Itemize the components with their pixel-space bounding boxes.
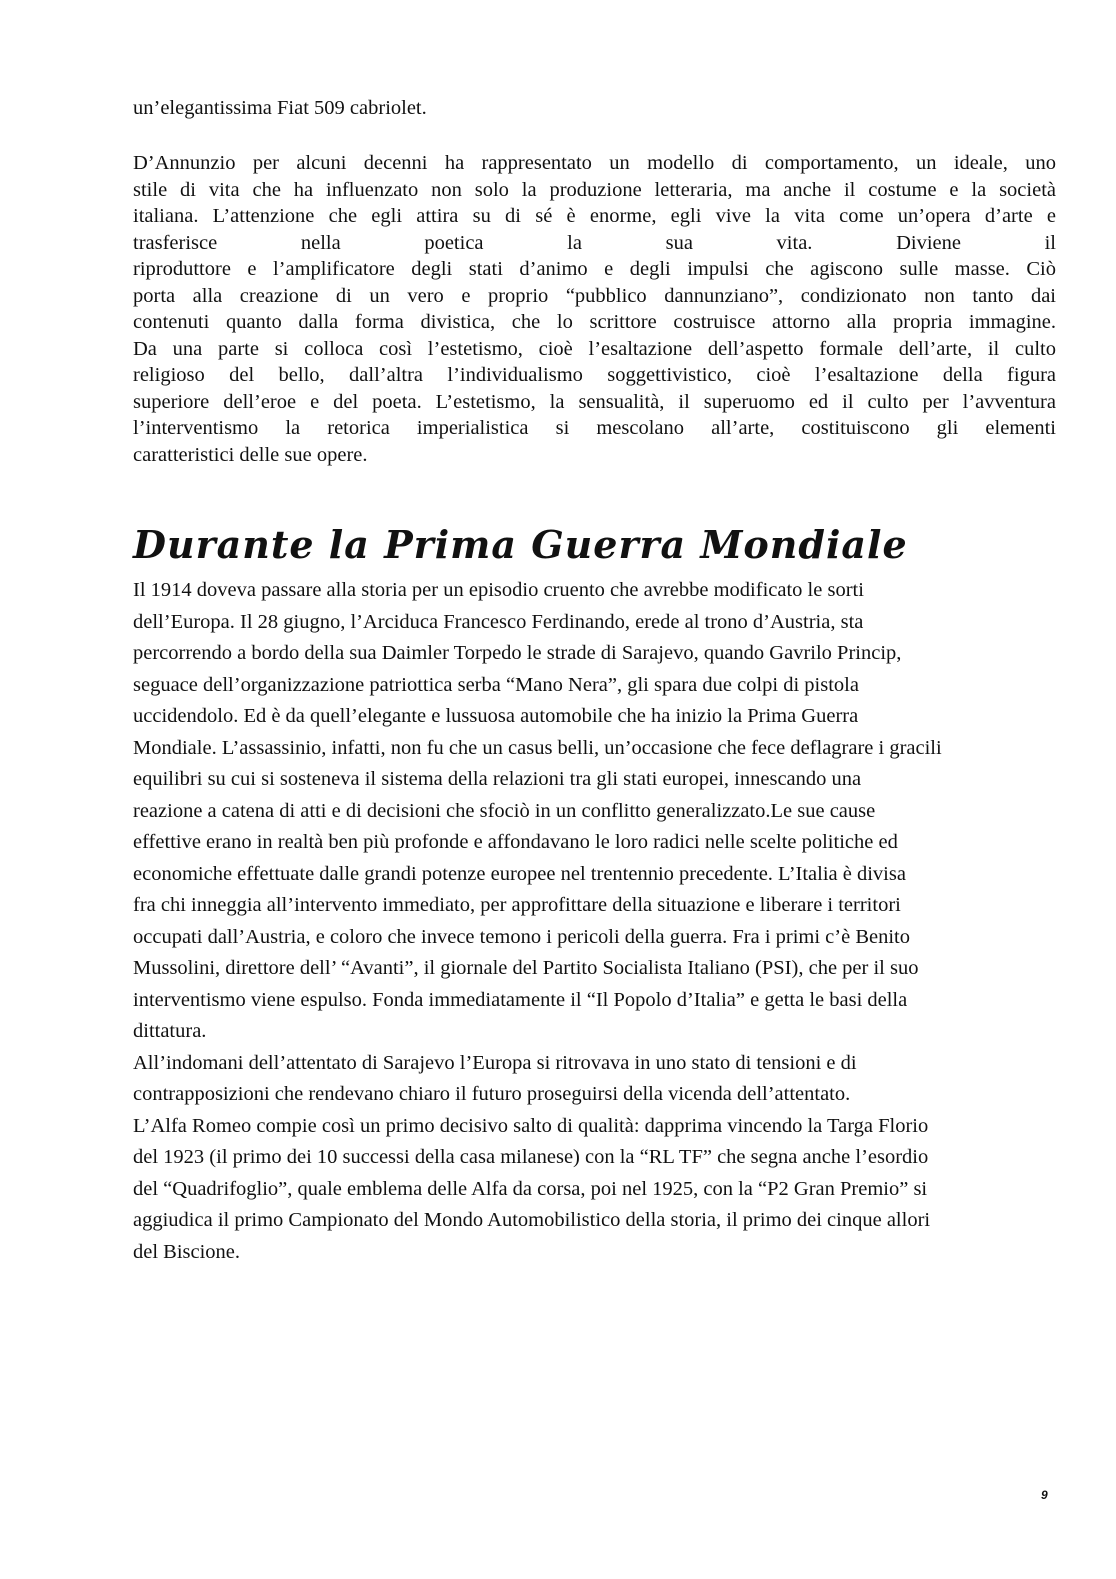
text-line: contenuti quanto dalla forma divistica, che lo scrittore costruisce attorno alla propria immagine. (133, 311, 1056, 333)
text-line: D’Annunzio per alcuni decenni ha rappresentato un modello di comportamento, un ideale, uno (133, 152, 1056, 174)
text-line: riproduttore e l’amplificatore degli stati d’animo e degli impulsi che agiscono sulle masse. Ciò (133, 258, 1056, 280)
text-line: superiore dell’eroe e del poeta. L’estetismo, la sensualità, il superuomo ed il culto per l’avventura (133, 390, 1056, 413)
text-line: del Biscione. (133, 1240, 241, 1263)
text-line: uccidendolo. Ed è da quell’elegante e lussuosa automobile che ha inizio la Prima Guerra (133, 705, 859, 727)
text-line: caratteristici delle sue opere. (133, 443, 368, 466)
text-line: del 1923 (il primo dei 10 successi della casa milanese) con la “RL TF” che segna anche l’esordio (133, 1146, 929, 1168)
text-line: All’indomani dell’attentato di Sarajevo l’Europa si ritrovava in uno stato di tensioni e di (133, 1051, 857, 1074)
text-line: equilibri su cui si sosteneva il sistema della relazioni tra gli stati europei, innescando una (133, 768, 862, 790)
top-line (133, 95, 1056, 122)
text-line: fra chi inneggia all’intervento immediato, per approfittare della situazione e liberare i territori (133, 894, 901, 916)
text-line: Mondiale. L’assassinio, infatti, non fu che un casus belli, un’occasione che fece deflagrare i gracili (133, 736, 942, 759)
text-line: percorrendo a bordo della sua Daimler Torpedo le strade di Sarajevo, quando Gavrilo Princip, (133, 642, 902, 664)
text-line: seguace dell’organizzazione patriottica serba “Mano Nera”, gli spara due colpi di pistola (133, 673, 859, 696)
text-line: interventismo viene espulso. Fonda immediatamente il “Il Popolo d’Italia” e getta le basi della (133, 988, 908, 1011)
text-line: trasferisce nella poetica la sua vita. Diviene il (133, 231, 1056, 254)
text-line: L’Alfa Romeo compie così un primo decisivo salto di qualità: dapprima vincendo la Targa Florio (133, 1114, 929, 1137)
text-line: religioso del bello, dall’altra l’individualismo soggettivistico, cioè l’esaltazione della figura (133, 364, 1056, 386)
text-line: Mussolini, direttore dell’ “Avanti”, il giornale del Partito Socialista Italiano (PSI), che per il suo (133, 957, 919, 979)
text-line: italiana. L’attenzione che egli attira su di sé è enorme, egli vive la vita come un’opera d’arte e (133, 205, 1056, 227)
text-line: dittatura. (133, 1020, 207, 1042)
text-line: l’interventismo la retorica imperialistica si mescolano all’arte, costituiscono gli elementi (133, 417, 1056, 439)
text-line: contrapposizioni che rendevano chiaro il futuro proseguirsi della vicenda dell’attentato. (133, 1083, 851, 1105)
text-line: economiche effettuate dalle grandi potenze europee nel trentennio precedente. L’Italia è divisa (133, 862, 906, 885)
text-line: del “Quadrifoglio”, quale emblema delle Alfa da corsa, poi nel 1925, con la “P2 Gran Premio” si (133, 1177, 928, 1200)
text-line: aggiudica il primo Campionato del Mondo Automobilistico della storia, il primo dei cinque allori (133, 1209, 931, 1231)
section-heading: Durante la Prima Guerra Mondiale (133, 522, 908, 567)
text-line: effettive erano in realtà ben più profonde e affondavano le loro radici nelle scelte politiche ed (133, 831, 898, 853)
paragraph-prima-guerra (133, 575, 1063, 1268)
text-line: dell’Europa. Il 28 giugno, l’Arciduca Francesco Ferdinando, erede al trono d’Austria, sta (133, 610, 864, 633)
text-line: un’elegantissima Fiat 509 cabriolet. (133, 97, 427, 119)
text-line: porta alla creazione di un vero e proprio “pubblico dannunziano”, condizionato non tanto dai (133, 284, 1056, 307)
text-line: Da una parte si colloca così l’estetismo, cioè l’esaltazione dell’aspetto formale dell’arte, il culto (133, 337, 1056, 360)
paragraph-dannunzio (133, 150, 1056, 468)
text-line: Il 1914 doveva passare alla storia per un episodio cruento che avrebbe modificato le sorti (133, 579, 864, 601)
page-number: 9 (1041, 1488, 1048, 1502)
text-line: occupati dall’Austria, e coloro che invece temono i pericoli della guerra. Fra i primi c’è Benito (133, 925, 910, 948)
text-line: reazione a catena di atti e di decisioni che sfociò in un conflitto generalizzato.Le sue cause (133, 799, 876, 822)
text-line: stile di vita che ha influenzato non solo la produzione letteraria, ma anche il costume e la società (133, 178, 1056, 201)
